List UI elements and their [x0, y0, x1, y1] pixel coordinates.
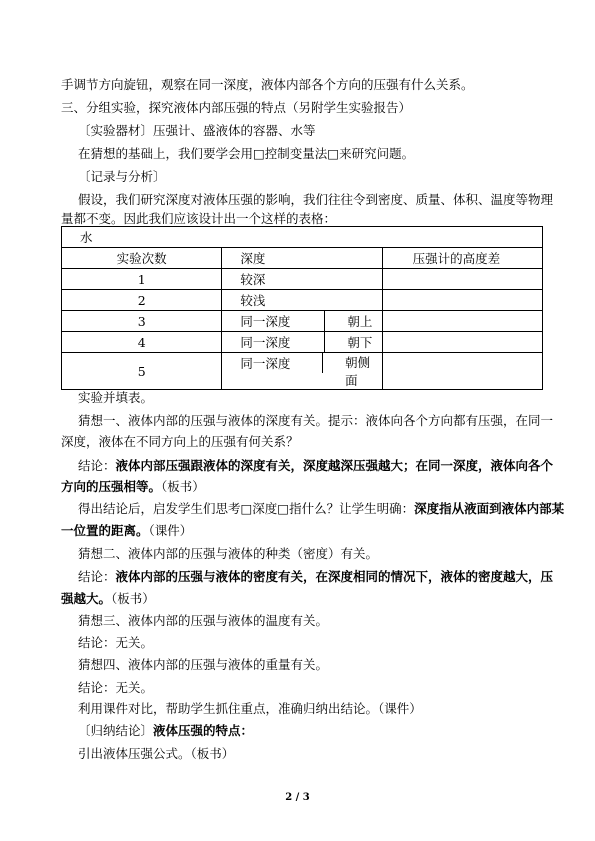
text-line: 在猜想的基础上，我们要学会用□控制变量法□来研究问题。 — [78, 146, 415, 161]
table-cell-direction: 朝上 — [347, 314, 373, 329]
hypothesis-3: 猜想三、液体内部的压强与液体的温度有关。 — [78, 613, 329, 628]
table-cell — [382, 290, 542, 311]
table-cell: 4 — [62, 332, 222, 353]
text-line: 量都不变。因此我们应该设计出一个这样的表格： — [61, 211, 337, 226]
note: （板书） — [111, 591, 155, 606]
hypothesis-4: 猜想四、液体内部的压强与液体的重量有关。 — [78, 657, 329, 672]
table-liquid-label: 水 — [62, 227, 543, 248]
table-cell: 2 — [62, 290, 222, 311]
table-cell — [222, 332, 382, 353]
question-text: 得出结论后，启发学生们思考□深度□指什么？让学生明确： — [78, 501, 415, 516]
table-cell: 5 — [62, 353, 222, 390]
table-cell-depth: 同一深度 — [222, 332, 325, 352]
table-header-row — [62, 248, 543, 269]
table-cell-depth: 同一深度 — [222, 353, 323, 373]
conclusion-text: 液体内部的压强与液体的密度有关，在深度相同的情况下，液体的密度越大，压 — [115, 569, 554, 584]
summary-title: 液体压强的特点： — [153, 723, 254, 738]
summary-label: 〔归纳结论〕 — [78, 723, 154, 738]
table-cell — [222, 353, 382, 390]
text-line: 实验并填表。 — [78, 390, 154, 405]
table-row — [62, 332, 543, 353]
table-cell: 1 — [62, 269, 222, 290]
table-cell — [382, 332, 542, 353]
conclusion-text: 强越大。 — [61, 591, 112, 606]
page-number: 2 / 3 — [285, 792, 310, 803]
conclusion-3: 结论：无关。 — [78, 635, 154, 650]
table-row — [62, 227, 543, 248]
table-cell — [222, 311, 382, 332]
table-header: 压强计的高度差 — [382, 248, 542, 269]
table-cell-depth: 同一深度 — [222, 311, 325, 331]
section-heading: 三、分组实验，探究液体内部压强的特点（另附学生实验报告） — [61, 100, 412, 115]
conclusion-1-cont — [61, 478, 205, 496]
text-line: 利用课件对比，帮助学生抓住重点，准确归纳出结论。（课件） — [78, 701, 422, 716]
table-cell — [382, 311, 542, 332]
question-answer: 一位置的距离。 — [61, 523, 149, 538]
hypothesis-2: 猜想二、液体内部的压强与液体的种类（密度）有关。 — [78, 546, 379, 561]
conclusion-text: 方向的压强相等。 — [61, 479, 162, 494]
conclusion-1 — [78, 457, 553, 475]
table-cell: 3 — [62, 311, 222, 332]
table-cell: 较浅 — [222, 290, 382, 311]
table-cell — [382, 269, 542, 290]
conclusion-prefix: 结论： — [78, 458, 116, 473]
text-line: 〔实验器材〕压强计、盛液体的容器、水等 — [78, 123, 316, 138]
note: （课件） — [148, 523, 193, 538]
question-answer: 深度指从液面到液体内部某 — [414, 501, 565, 516]
table-row — [62, 290, 543, 311]
conclusion-2 — [78, 568, 553, 586]
conclusion-prefix: 结论： — [78, 569, 116, 584]
table-row — [62, 311, 543, 332]
table-cell — [382, 353, 542, 390]
conclusion-2-cont — [61, 590, 155, 608]
record-table — [61, 226, 543, 390]
text-line: 深度，液体在不同方向上的压强有何关系？ — [61, 434, 299, 449]
note: （板书） — [161, 479, 205, 494]
text-line: 手调节方向旋钮，观察在同一深度，液体内部各个方向的压强有什么关系。 — [61, 77, 474, 92]
table-cell-direction: 朝侧面 — [345, 355, 371, 388]
text-line: 假设，我们研究深度对液体压强的影响，我们往往令到密度、质量、体积、温度等物理 — [78, 192, 554, 207]
table-header: 实验次数 — [62, 248, 222, 269]
table-header: 深度 — [222, 248, 382, 269]
table-row — [62, 353, 543, 390]
table-cell: 较深 — [222, 269, 382, 290]
hypothesis-1: 猜想一、液体内部的压强与液体的深度有关。提示：液体向各个方向都有压强，在同一 — [78, 413, 554, 428]
conclusion-text: 液体内部压强跟液体的深度有关，深度越深压强越大；在同一深度，液体向各个 — [115, 458, 554, 473]
question-line-cont — [61, 522, 192, 540]
text-line: 引出液体压强公式。（板书） — [78, 746, 235, 761]
question-line — [78, 500, 564, 518]
table-cell-direction: 朝下 — [347, 335, 373, 350]
table-row — [62, 269, 543, 290]
conclusion-4: 结论：无关。 — [78, 680, 154, 695]
text-line: 〔记录与分析〕 — [78, 169, 166, 184]
summary-line — [78, 722, 253, 740]
